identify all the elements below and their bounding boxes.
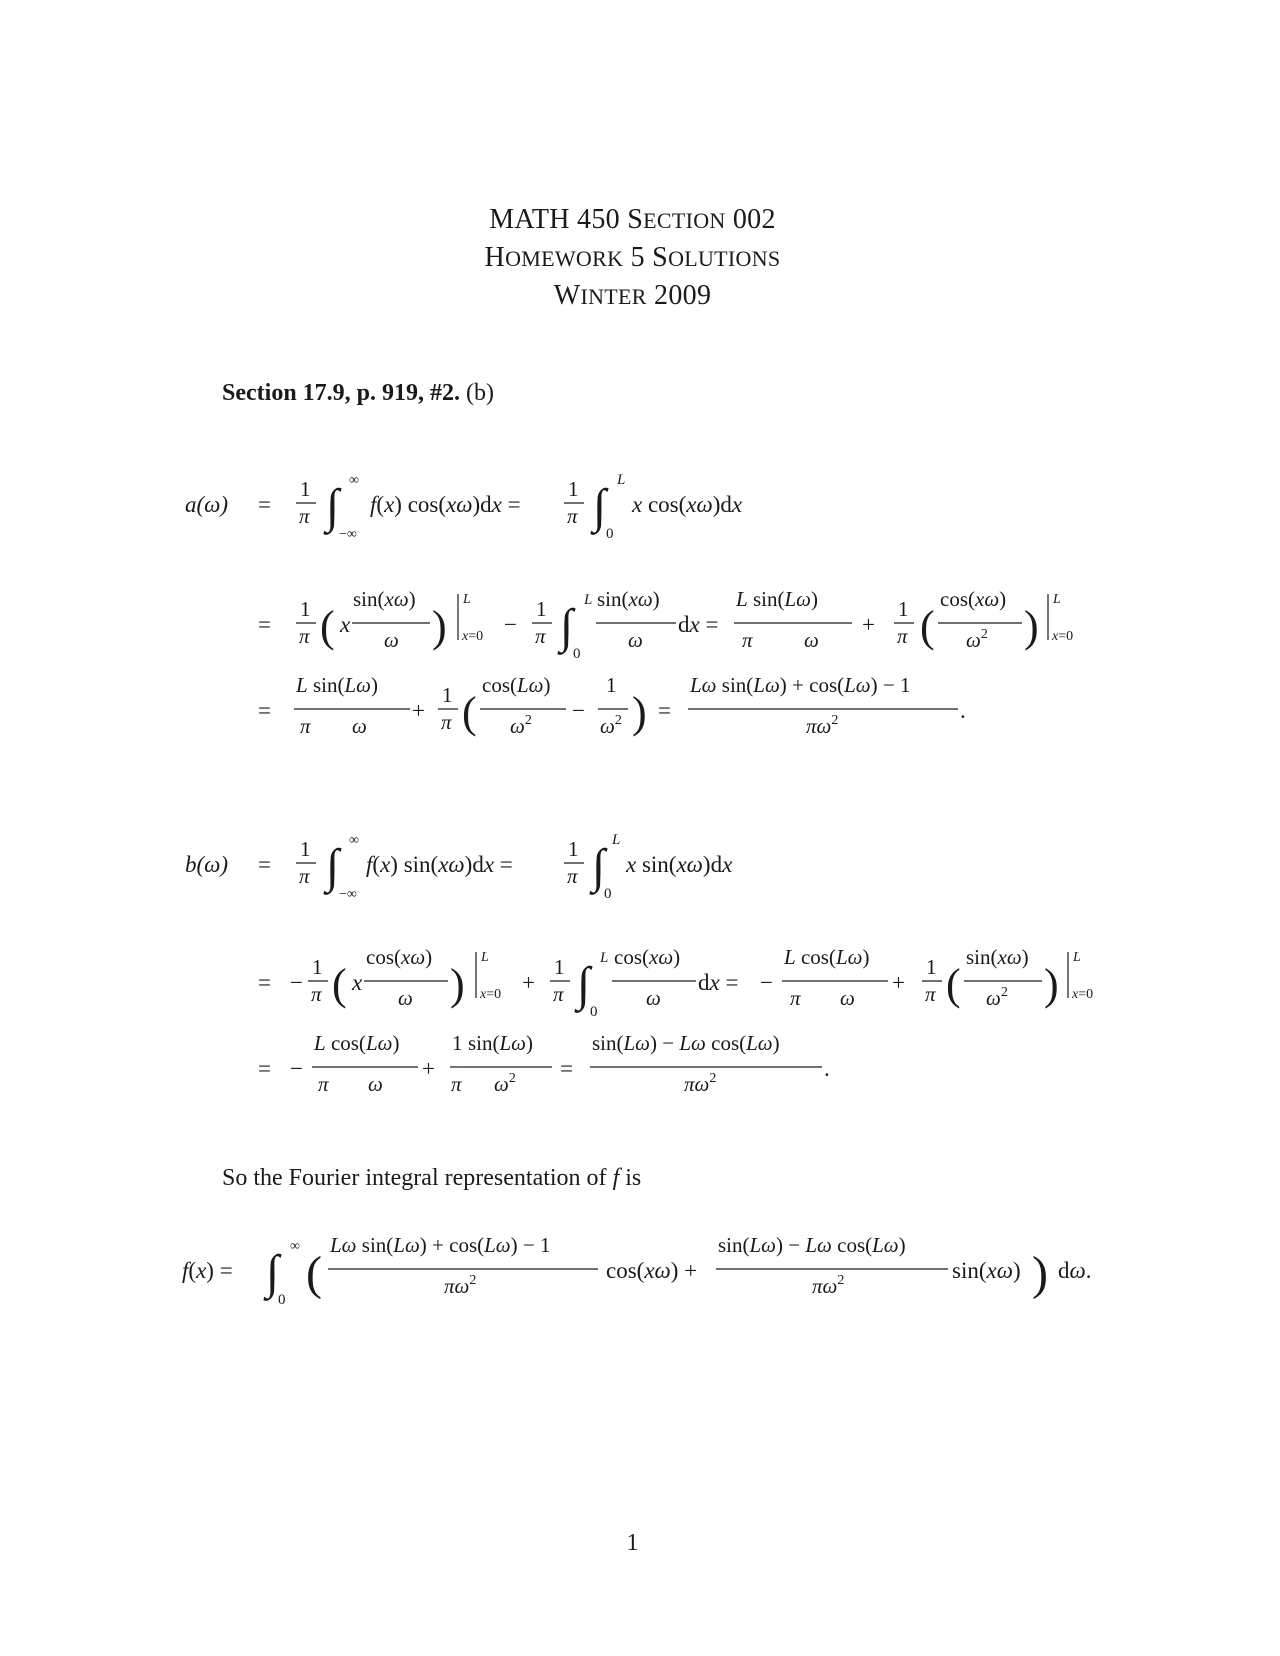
page-number: 1 <box>626 1530 639 1556</box>
svg-text:+: + <box>422 1056 435 1081</box>
svg-text:x: x <box>340 612 351 637</box>
document-title: HOMEWORK 5 SOLUTIONS <box>484 242 781 273</box>
svg-text:πω2: $\pi\omega^2$ <box>684 1071 717 1096</box>
equation-a-omega <box>185 472 1073 738</box>
svg-text:∫: ∫ <box>266 1246 280 1299</box>
svg-text:): ) <box>432 602 447 651</box>
svg-text:(: ( <box>946 960 961 1009</box>
svg-text:−: − <box>290 1056 303 1081</box>
svg-text:cos(Lω): cos(Lω) <box>482 673 551 697</box>
svg-text:sin(Lω): sin(Lω) <box>468 1031 534 1055</box>
svg-text:−∞: −∞ <box>339 527 357 542</box>
svg-text:a(ω): a(ω) <box>185 492 229 517</box>
svg-text:(: ( <box>306 1247 322 1300</box>
svg-text:+: + <box>412 698 425 723</box>
svg-text:∫: ∫ <box>577 958 591 1011</box>
svg-text:1: 1 <box>568 477 579 501</box>
svg-text:∞: ∞ <box>349 833 359 848</box>
svg-text:L cos(Lω): L cos(Lω) <box>784 945 870 969</box>
svg-text:ω2: $\omega^2$ <box>986 985 1008 1010</box>
svg-text:∞: ∞ <box>290 1239 300 1254</box>
svg-text:L: L <box>1073 950 1081 965</box>
svg-text:ω2: $\omega^2$ <box>600 713 622 738</box>
svg-text:+: + <box>892 970 905 995</box>
svg-text:): ) <box>1044 960 1059 1009</box>
svg-text:(: ( <box>920 602 935 651</box>
svg-text:dx =: dx = <box>678 612 719 637</box>
svg-text:ω: ω <box>646 986 661 1010</box>
svg-text:.: . <box>960 698 966 723</box>
svg-text:ω2: $\omega^2$ <box>494 1071 516 1096</box>
svg-text:(: ( <box>332 960 347 1009</box>
svg-text:dx =: dx = <box>698 970 739 995</box>
svg-text:f(x) sin(xω)dx =: f(x) sin(xω)dx = <box>366 852 513 877</box>
svg-text:∫: ∫ <box>560 600 574 653</box>
svg-text:0: 0 <box>573 646 581 662</box>
svg-text:x=0: x=0 <box>462 629 484 644</box>
svg-text:): ) <box>1024 602 1039 651</box>
svg-text:cos(xω) +: cos(xω) + <box>606 1258 698 1283</box>
svg-text:π: π <box>742 628 753 652</box>
svg-text:+: + <box>522 970 535 995</box>
svg-text:x cos(xω)dx: x cos(xω)dx <box>632 492 743 517</box>
svg-text:πω2: $\pi\omega^2$ <box>812 1273 845 1298</box>
svg-text:π: π <box>451 1072 462 1096</box>
svg-text:π: π <box>553 982 564 1006</box>
svg-text:L: L <box>1053 592 1061 607</box>
svg-text:=: = <box>258 1056 271 1081</box>
svg-text:∫: ∫ <box>592 840 606 893</box>
svg-text:π: π <box>311 982 322 1006</box>
svg-text:0: 0 <box>590 1004 598 1020</box>
equation-b-omega <box>185 832 1093 1096</box>
svg-text:−: − <box>760 970 773 995</box>
svg-text:π: π <box>299 504 310 528</box>
svg-text:cos(xω): cos(xω) <box>614 945 681 969</box>
svg-text:ω: ω <box>628 628 643 652</box>
term-title: WINTER 2009 <box>553 280 712 311</box>
svg-text:π: π <box>299 864 310 888</box>
svg-text:1: 1 <box>300 477 311 501</box>
svg-text:1: 1 <box>898 597 909 621</box>
svg-text:−: − <box>290 970 303 995</box>
svg-text:−: − <box>504 612 517 637</box>
svg-text:0: 0 <box>606 526 614 542</box>
svg-text:π: π <box>790 986 801 1010</box>
svg-text:L sin(Lω): L sin(Lω) <box>296 673 378 697</box>
svg-text:(: ( <box>320 602 335 651</box>
svg-text:0: 0 <box>278 1292 286 1308</box>
svg-text:π: π <box>897 624 908 648</box>
svg-text:ω: ω <box>352 714 367 738</box>
svg-text:L cos(Lω): L cos(Lω) <box>314 1031 400 1055</box>
svg-text:ω2: $\omega^2$ <box>510 713 532 738</box>
svg-text:=: = <box>258 698 271 723</box>
svg-text:dω.: dω. <box>1058 1258 1092 1283</box>
svg-text:x=0: x=0 <box>1052 629 1074 644</box>
svg-text:=: = <box>258 612 271 637</box>
svg-text:): ) <box>450 960 465 1009</box>
conclusion-text: So the Fourier integral representation of f is <box>222 1165 642 1191</box>
svg-text:cos(xω): cos(xω) <box>366 945 433 969</box>
svg-text:sin(xω): sin(xω) <box>597 587 660 611</box>
svg-text:∫: ∫ <box>593 480 607 533</box>
svg-text:sin(xω): sin(xω) <box>353 587 416 611</box>
svg-text:∞: ∞ <box>349 473 359 488</box>
svg-text:π: π <box>925 982 936 1006</box>
svg-text:f(x) cos(xω)dx =: f(x) cos(xω)dx = <box>370 492 521 517</box>
svg-text:∫: ∫ <box>326 480 340 533</box>
svg-text:cos(xω): cos(xω) <box>940 587 1007 611</box>
svg-text:=: = <box>560 1056 573 1081</box>
svg-text:L sin(Lω): L sin(Lω) <box>736 587 818 611</box>
svg-text:b(ω): b(ω) <box>185 852 229 877</box>
svg-text:1: 1 <box>300 837 311 861</box>
svg-text:L: L <box>600 950 609 966</box>
svg-text:): ) <box>1032 1247 1048 1300</box>
svg-text:1: 1 <box>312 955 323 979</box>
svg-text:x=0: x=0 <box>1072 987 1094 1002</box>
svg-text:f(x) =: f(x) = <box>182 1258 233 1283</box>
svg-text:1: 1 <box>300 597 311 621</box>
svg-text:sin(Lω) − Lω cos(Lω): sin(Lω) − Lω cos(Lω) <box>592 1031 780 1055</box>
svg-text:π: π <box>535 624 546 648</box>
problem-heading: Section 17.9, p. 919, #2. (b) <box>222 380 494 406</box>
svg-text:+: + <box>862 612 875 637</box>
svg-text:ω: ω <box>804 628 819 652</box>
course-title: MATH 450 SECTION 002 <box>489 204 776 235</box>
svg-text:π: π <box>567 864 578 888</box>
svg-text:−: − <box>572 698 585 723</box>
svg-text:=: = <box>258 970 271 995</box>
svg-text:): ) <box>632 688 647 737</box>
svg-text:ω: ω <box>840 986 855 1010</box>
svg-text:sin(xω): sin(xω) <box>952 1258 1021 1283</box>
svg-text:L: L <box>481 950 489 965</box>
svg-text:(: ( <box>462 688 477 737</box>
svg-text:L: L <box>617 472 626 488</box>
svg-text:ω: ω <box>384 628 399 652</box>
svg-text:1: 1 <box>568 837 579 861</box>
svg-text:=: = <box>658 698 671 723</box>
svg-text:x=0: x=0 <box>480 987 502 1002</box>
svg-text:1: 1 <box>606 673 617 697</box>
svg-text:=: = <box>258 852 271 877</box>
svg-text:x: x <box>352 970 363 995</box>
svg-text:πω2: $\pi\omega^2$ <box>444 1273 477 1298</box>
svg-text:Lω sin(Lω) + cos(Lω) − 1: Lω sin(Lω) + cos(Lω) − 1 <box>690 673 911 697</box>
svg-text:π: π <box>441 710 452 734</box>
svg-text:sin(xω): sin(xω) <box>966 945 1029 969</box>
svg-text:π: π <box>300 714 311 738</box>
svg-text:1: 1 <box>536 597 547 621</box>
svg-text:1: 1 <box>926 955 937 979</box>
svg-text:πω2: $\pi\omega^2$ <box>806 713 839 738</box>
svg-text:L: L <box>463 592 471 607</box>
svg-text:π: π <box>318 1072 329 1096</box>
svg-text:=: = <box>258 492 271 517</box>
svg-text:L: L <box>612 832 621 848</box>
svg-text:ω2: $\omega^2$ <box>966 627 988 652</box>
svg-text:1: 1 <box>442 683 453 707</box>
svg-text:π: π <box>567 504 578 528</box>
svg-text:1: 1 <box>452 1031 463 1055</box>
svg-text:L: L <box>584 592 593 608</box>
svg-text:ω: ω <box>368 1072 383 1096</box>
svg-text:−∞: −∞ <box>339 887 357 902</box>
svg-text:0: 0 <box>604 886 612 902</box>
svg-text:ω: ω <box>398 986 413 1010</box>
svg-text:.: . <box>824 1056 830 1081</box>
svg-text:∫: ∫ <box>326 840 340 893</box>
equation-fourier-representation <box>182 1233 1092 1308</box>
svg-text:sin(Lω) − Lω cos(Lω): sin(Lω) − Lω cos(Lω) <box>718 1233 906 1257</box>
svg-text:x sin(xω)dx: x sin(xω)dx <box>626 852 733 877</box>
svg-text:1: 1 <box>554 955 565 979</box>
svg-text:Lω sin(Lω) + cos(Lω) − 1: Lω sin(Lω) + cos(Lω) − 1 <box>330 1233 551 1257</box>
svg-text:π: π <box>299 624 310 648</box>
